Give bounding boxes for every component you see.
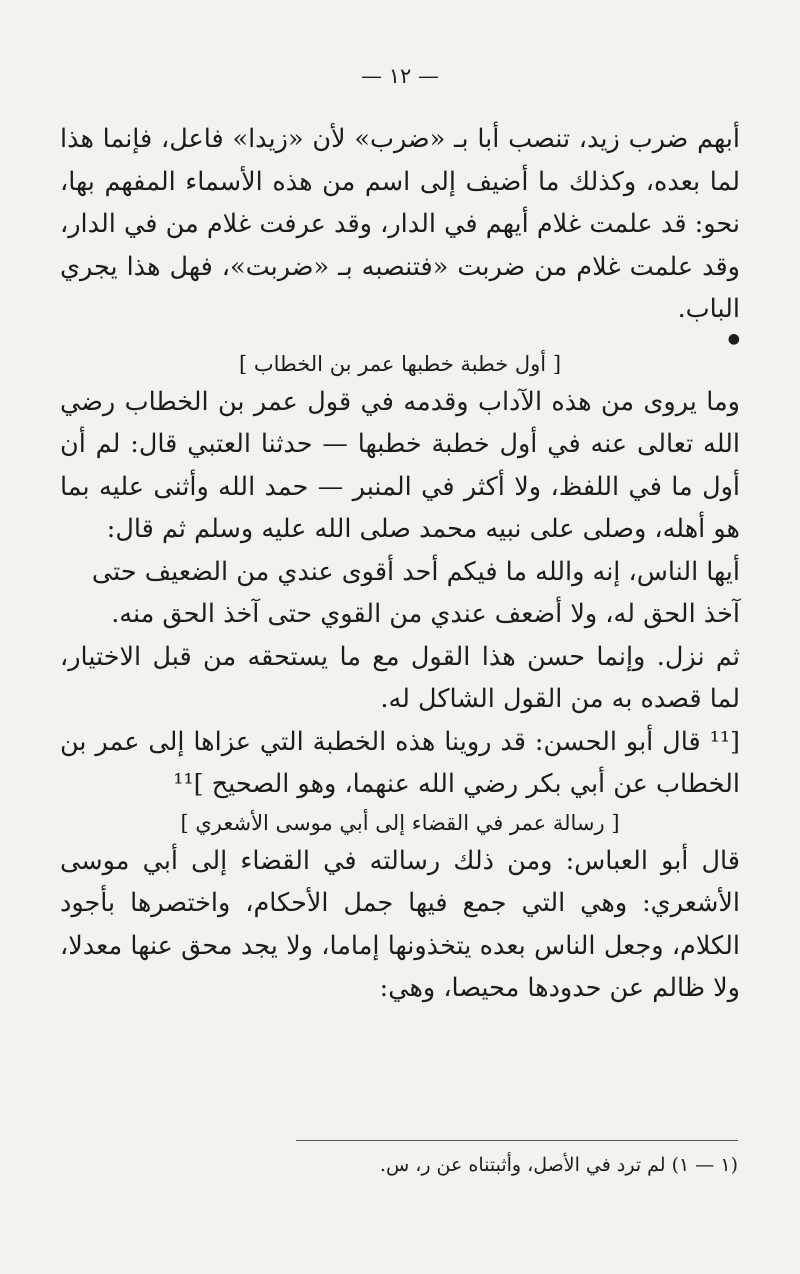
- section-dot: ●: [727, 330, 740, 347]
- paragraph-2: وما يروى من هذه الآداب وقدمه في قول عمر بن الخطاب رضي الله تعالى عنه في أول خطبة خطبها — حدثنا العتبي قال: لم أن أول ما في اللفظ، ولا أكثر في المنبر — حمد الله وأثنى عليه بما هو أهله، وصلى على نبيه محمد صلى الله عليه وسلم ثم قال:: [60, 386, 740, 544]
- quoted-sermon: أيها الناس، إنه والله ما فيكم أحد أقوى عندي من الضعيف حتى آخذ الحق له، ولا أضعف عندي من القوي حتى آخذ الحق منه.: [91, 556, 740, 629]
- footnote-divider: [296, 1140, 738, 1141]
- paragraph-4: [¹¹ قال أبو الحسن: قد روينا هذه الخطبة التي عزاها إلى عمر بن الخطاب عن أبي بكر رضي الله عنهما، وهو الصحيح ]¹¹: [60, 726, 740, 799]
- paragraph-1: أبهم ضرب زيد، تنصب أبا بـ «ضرب» لأن «زيدا» فاعل، فإنما هذا لما بعده، وكذلك ما أضيف إلى اسم من هذه الأسماء المفهم بها، نحو: قد علمت غلام أيهم في الدار، وقد عرفت غلام من في الدار، وقد علمت غلام من ضربت «فتنصبه بـ «ضربت»، فهل هذا يجري الباب.: [60, 124, 740, 324]
- body-text: [60, 118, 740, 1010]
- heading-letter: [ رسالة عمر في القضاء إلى أبي موسى الأشعري ]: [180, 810, 620, 835]
- paragraph-3: ثم نزل. وإنما حسن هذا القول مع ما يستحقه من قبل الاختيار، لما قصده به من القول الشاكل له.: [60, 641, 740, 714]
- footnote: (١ — ١) لم ترد في الأصل، وأثبتناه عن ر، س.: [379, 1154, 738, 1176]
- paragraph-5: قال أبو العباس: ومن ذلك رسالته في القضاء إلى أبي موسى الأشعري: وهي التي جمع فيها جمل الأحكام، واختصرها بأجود الكلام، وجعل الناس بعده يتخذونها إماما، ولا يجد محق عنها معدلا، ولا ظالم عن حدودها محيصا، وهي:: [60, 845, 740, 1003]
- heading-first-sermon: [ أول خطبة خطبها عمر بن الخطاب ]: [238, 351, 562, 376]
- page-number: — ١٢ —: [361, 64, 439, 88]
